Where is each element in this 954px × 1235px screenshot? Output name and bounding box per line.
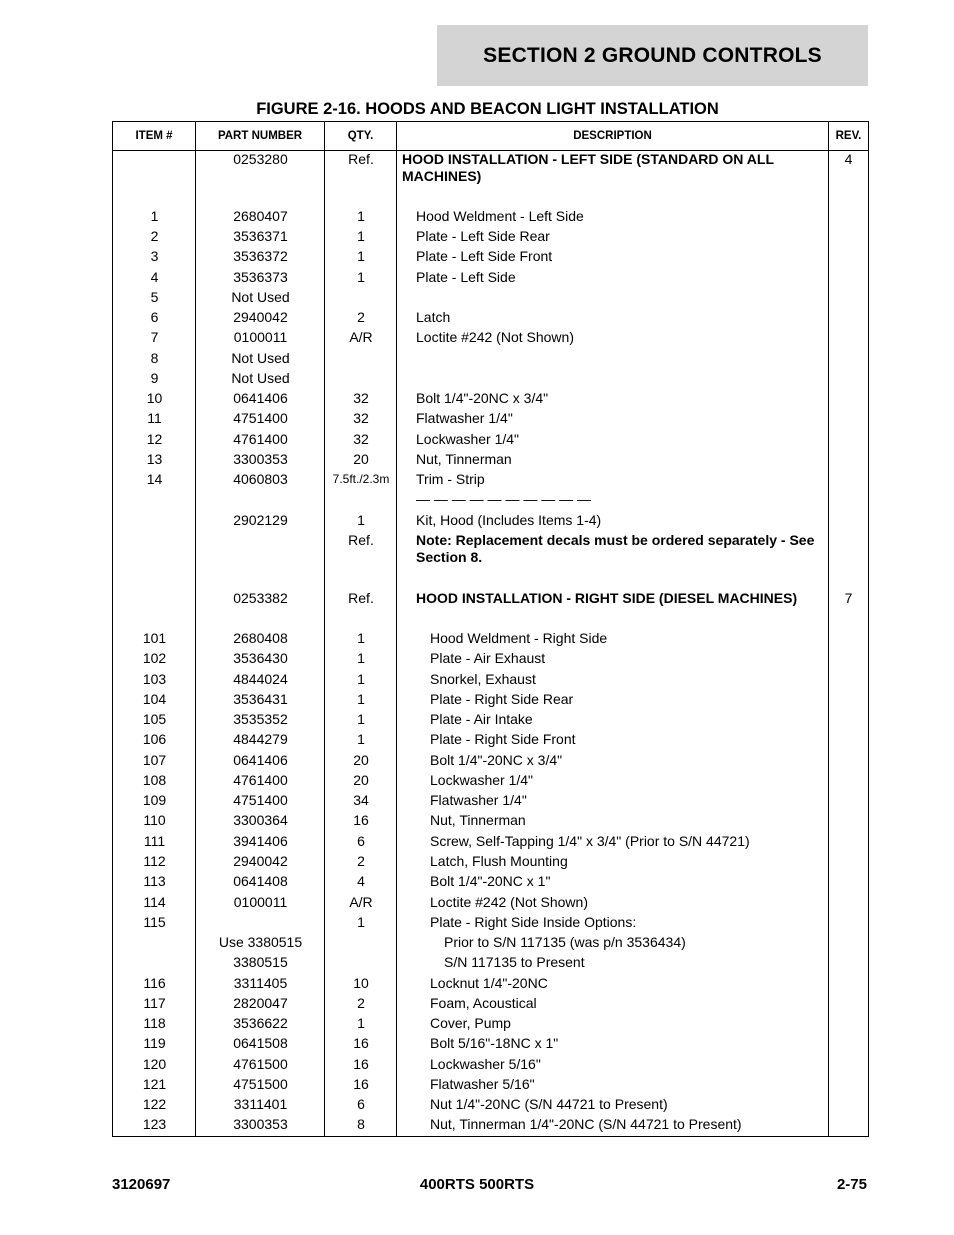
part-number-cell: 3536373 — [233, 269, 288, 285]
description-cell: Nut, Tinnerman 1/4"-20NC (S/N 44721 to Present) — [430, 1116, 742, 1132]
item-cell: 111 — [143, 833, 166, 849]
part-number-cell: 4761500 — [233, 1056, 288, 1072]
qty-cell: 1 — [357, 630, 365, 646]
rev-cell — [829, 812, 868, 829]
col-header-part-number: PART NUMBER — [196, 122, 325, 150]
part-number-cell: 0100011 — [233, 894, 288, 910]
table-header — [113, 122, 868, 151]
rev-cell — [829, 731, 868, 748]
qty-cell: 1 — [357, 512, 365, 528]
part-number-cell: 2902129 — [233, 512, 288, 528]
table-body — [113, 151, 868, 1136]
qty-cell: 1 — [357, 671, 365, 687]
table-row — [113, 1096, 868, 1113]
part-number-cell: 2680408 — [233, 630, 288, 646]
description-cell: Note: Replacement decals must be ordered separately - See Section 8. — [416, 532, 815, 565]
description-cell: Nut 1/4"-20NC (S/N 44721 to Present) — [430, 1096, 668, 1112]
part-number-cell: 0641408 — [233, 873, 288, 889]
item-cell: 3 — [150, 248, 159, 264]
part-number-cell: 2680407 — [233, 208, 288, 224]
rev-cell — [829, 1035, 868, 1052]
item-cell: 120 — [142, 1056, 167, 1072]
item-cell: 12 — [146, 431, 163, 447]
rev-cell — [829, 995, 868, 1012]
description-cell: Cover, Pump — [430, 1015, 511, 1031]
table-row — [113, 975, 868, 992]
item-cell: 2 — [150, 228, 159, 244]
table-row — [113, 853, 868, 870]
qty-cell — [325, 934, 397, 951]
item-cell: 119 — [143, 1035, 166, 1051]
description-cell: Nut, Tinnerman — [430, 812, 526, 828]
part-number-cell: 0641406 — [233, 390, 288, 406]
part-number-cell: 4844024 — [233, 671, 288, 687]
figure-title: FIGURE 2-16. HOODS AND BEACON LIGHT INSTALLATION — [256, 100, 719, 118]
table-row — [113, 873, 868, 890]
part-number-cell: Not Used — [231, 289, 290, 305]
qty-cell: A/R — [349, 894, 373, 910]
rev-cell — [829, 1096, 868, 1113]
description-cell: Locknut 1/4"-20NC — [430, 975, 548, 991]
qty-cell: 20 — [353, 772, 369, 788]
section-header — [437, 25, 868, 86]
description-cell: Bolt 1/4"-20NC x 1" — [430, 873, 551, 889]
part-number-cell: 3300353 — [233, 1116, 288, 1132]
table-row — [113, 731, 868, 748]
rev-cell — [829, 853, 868, 870]
item-cell: 7 — [150, 329, 159, 345]
item-cell: 1 — [150, 208, 159, 224]
table-row — [113, 812, 868, 829]
table-row — [113, 590, 868, 607]
rev-cell — [829, 491, 868, 508]
rev-cell — [829, 873, 868, 890]
rev-cell — [829, 1076, 868, 1093]
rev-cell — [829, 914, 868, 931]
rev-cell — [829, 269, 868, 286]
item-cell: 112 — [143, 853, 166, 869]
qty-cell — [325, 370, 397, 387]
table-row — [113, 711, 868, 728]
part-number-cell: 0100011 — [233, 329, 288, 345]
item-cell — [113, 934, 196, 951]
item-cell: 109 — [142, 792, 167, 808]
rev-cell — [829, 752, 868, 769]
table-row — [113, 671, 868, 688]
description-cell: Plate - Left Side Rear — [416, 228, 550, 244]
rev-cell — [829, 329, 868, 346]
qty-cell — [325, 289, 397, 306]
description-cell: Foam, Acoustical — [430, 995, 537, 1011]
table-row — [113, 228, 868, 245]
rev-cell — [829, 208, 868, 225]
table-row — [113, 370, 868, 387]
description-cell — [397, 370, 829, 387]
part-number-cell: 4844279 — [233, 731, 288, 747]
description-cell: Plate - Right Side Inside Options: — [430, 914, 637, 930]
item-cell — [113, 532, 196, 566]
rev-cell — [829, 671, 868, 688]
rev-cell — [829, 894, 868, 911]
description-cell: Plate - Right Side Rear — [430, 691, 574, 707]
qty-cell: 2 — [357, 995, 365, 1011]
rev-cell — [829, 772, 868, 789]
description-cell: Flatwasher 1/4" — [430, 792, 527, 808]
part-number-cell: 4060803 — [233, 471, 288, 487]
item-cell: 113 — [143, 873, 166, 889]
item-cell — [113, 151, 196, 185]
qty-cell: 1 — [357, 228, 365, 244]
table-row — [113, 1015, 868, 1032]
item-cell — [113, 512, 196, 529]
table-row — [113, 833, 868, 850]
qty-cell — [325, 954, 397, 971]
item-cell: 116 — [143, 975, 166, 991]
description-cell: — — — — — — — — — — — [416, 491, 592, 507]
part-number-cell: 2820047 — [233, 995, 288, 1011]
qty-cell: 1 — [357, 650, 365, 666]
item-cell — [113, 954, 196, 971]
table-row — [113, 410, 868, 427]
part-number-cell: Not Used — [231, 370, 290, 386]
qty-cell: 2 — [357, 853, 365, 869]
item-cell: 13 — [146, 451, 163, 467]
rev-cell — [829, 451, 868, 468]
item-cell: 110 — [143, 812, 166, 828]
description-cell: Bolt 1/4"-20NC x 3/4" — [430, 752, 563, 768]
rev-cell — [829, 431, 868, 448]
part-number-cell: 3300364 — [233, 812, 288, 828]
item-cell: 104 — [142, 691, 167, 707]
part-number-cell: 2940042 — [233, 853, 288, 869]
rev-cell — [829, 390, 868, 407]
section-title: SECTION 2 GROUND CONTROLS — [483, 43, 822, 67]
description-cell: Hood Weldment - Right Side — [430, 630, 608, 646]
item-cell: 121 — [142, 1076, 167, 1092]
rev-cell — [829, 471, 868, 488]
description-cell — [397, 289, 829, 306]
rev-cell — [829, 370, 868, 387]
item-cell: 123 — [142, 1116, 167, 1132]
rev-cell — [829, 630, 868, 647]
qty-cell: 1 — [357, 914, 365, 930]
description-cell: Latch — [416, 309, 451, 325]
item-cell: 5 — [150, 289, 159, 305]
description-cell: Flatwasher 5/16" — [430, 1076, 535, 1092]
table-row — [113, 1056, 868, 1073]
rev-cell — [829, 410, 868, 427]
part-number-cell: 0253280 — [233, 151, 288, 167]
description-cell: Plate - Left Side Front — [416, 248, 553, 264]
table-row — [113, 491, 868, 508]
table-row — [113, 151, 868, 185]
rev-cell — [829, 711, 868, 728]
part-number-cell: 3300353 — [233, 451, 288, 467]
qty-cell: 10 — [353, 975, 369, 991]
item-cell: 10 — [146, 390, 163, 406]
rev-cell — [829, 228, 868, 245]
description-cell: Hood Weldment - Left Side — [416, 208, 584, 224]
table-row — [113, 512, 868, 529]
qty-cell: 6 — [357, 1096, 365, 1112]
footer-doc-number: 3120697 — [112, 1176, 171, 1193]
part-number-cell: 3536371 — [233, 228, 288, 244]
description-cell: Screw, Self-Tapping 1/4" x 3/4" (Prior to S/N 44721) — [430, 833, 750, 849]
description-cell: Plate - Left Side — [416, 269, 516, 285]
qty-cell: 32 — [353, 410, 369, 426]
rev-cell: 4 — [844, 151, 853, 167]
item-cell: 103 — [142, 671, 167, 687]
table-row — [113, 934, 868, 951]
qty-cell: 1 — [357, 208, 365, 224]
description-cell: Prior to S/N 117135 (was p/n 3536434) — [444, 934, 686, 950]
qty-cell: 20 — [353, 451, 369, 467]
part-number-cell: Use 3380515 — [218, 934, 303, 950]
qty-cell: 1 — [357, 248, 365, 264]
qty-cell: 1 — [357, 731, 365, 747]
part-number-cell: 4761400 — [233, 431, 288, 447]
part-number-cell: 3311401 — [233, 1096, 288, 1112]
table-row — [113, 451, 868, 468]
table-row — [113, 894, 868, 911]
table-row — [113, 752, 868, 769]
part-number-cell: 4751400 — [233, 792, 288, 808]
item-cell: 117 — [143, 995, 166, 1011]
qty-cell: 34 — [353, 792, 369, 808]
qty-cell: 1 — [357, 711, 365, 727]
table-row — [113, 289, 868, 306]
qty-cell — [325, 491, 397, 508]
qty-cell: 1 — [357, 1015, 365, 1031]
qty-cell: 4 — [357, 873, 365, 889]
item-cell: 115 — [143, 914, 166, 930]
item-cell: 6 — [150, 309, 159, 325]
rev-cell — [829, 1015, 868, 1032]
part-number-cell: 2940042 — [233, 309, 288, 325]
description-cell: Lockwasher 1/4" — [416, 431, 520, 447]
table-row — [113, 691, 868, 708]
part-number-cell: 4751500 — [233, 1076, 288, 1092]
item-cell: 108 — [142, 772, 167, 788]
qty-cell: 8 — [357, 1116, 365, 1132]
rev-cell — [829, 691, 868, 708]
table-row — [113, 1116, 868, 1133]
qty-cell: 16 — [353, 1076, 369, 1092]
part-number-cell: 3941406 — [233, 833, 288, 849]
part-number-cell: 3311405 — [233, 975, 288, 991]
item-cell: 102 — [142, 650, 167, 666]
table-row — [113, 350, 868, 367]
description-cell: Loctite #242 (Not Shown) — [416, 329, 574, 345]
col-header-rev: REV. — [835, 130, 862, 142]
description-cell: Plate - Right Side Front — [430, 731, 576, 747]
rev-cell — [829, 1116, 868, 1133]
footer-models: 400RTS 500RTS — [419, 1176, 535, 1193]
table-row — [113, 954, 868, 971]
item-cell: 14 — [146, 471, 163, 487]
part-number-cell: 3536430 — [233, 650, 288, 666]
description-cell: Kit, Hood (Includes Items 1-4) — [416, 512, 602, 528]
item-cell — [113, 491, 196, 508]
item-cell: 114 — [143, 894, 166, 910]
rev-cell — [829, 954, 868, 971]
qty-cell: Ref. — [348, 532, 374, 548]
part-number-cell: 3536372 — [233, 248, 288, 264]
part-number-cell: 4761400 — [233, 772, 288, 788]
description-cell: Flatwasher 1/4" — [416, 410, 513, 426]
qty-cell: 20 — [353, 752, 369, 768]
rev-cell — [829, 248, 868, 265]
description-cell: Bolt 1/4"-20NC x 3/4" — [416, 390, 549, 406]
table-row — [113, 431, 868, 448]
rev-cell — [829, 532, 868, 566]
description-cell: Plate - Air Intake — [430, 711, 533, 727]
description-cell: Latch, Flush Mounting — [430, 853, 568, 869]
footer-page-number: 2-75 — [836, 1176, 867, 1193]
qty-cell: 32 — [353, 431, 369, 447]
item-cell: 107 — [142, 752, 167, 768]
parts-table — [112, 121, 869, 1137]
description-cell — [397, 350, 829, 367]
rev-cell — [829, 975, 868, 992]
qty-cell: 6 — [357, 833, 365, 849]
qty-cell: 1 — [357, 691, 365, 707]
item-cell: 118 — [143, 1015, 166, 1031]
table-row — [113, 269, 868, 286]
rev-cell — [829, 833, 868, 850]
part-number-cell: 0253382 — [233, 590, 288, 606]
item-cell: 101 — [142, 630, 167, 646]
table-row — [113, 309, 868, 326]
col-header-item: ITEM # — [113, 122, 196, 150]
item-cell: 122 — [142, 1096, 167, 1112]
rev-cell — [829, 512, 868, 529]
table-row — [113, 471, 868, 488]
item-cell: 8 — [150, 350, 159, 366]
part-number-cell: 4751400 — [233, 410, 288, 426]
table-row — [113, 208, 868, 225]
description-cell: Snorkel, Exhaust — [430, 671, 536, 687]
rev-cell — [829, 792, 868, 809]
table-row — [113, 1076, 868, 1093]
description-cell: HOOD INSTALLATION - RIGHT SIDE (DIESEL MACHINES) — [416, 590, 798, 606]
qty-cell: 7.5ft./2.3m — [332, 472, 390, 486]
table-row — [113, 248, 868, 265]
qty-cell: Ref. — [348, 151, 374, 167]
description-cell: HOOD INSTALLATION - LEFT SIDE (STANDARD ON ALL MACHINES) — [402, 151, 774, 184]
description-cell: Plate - Air Exhaust — [430, 650, 546, 666]
qty-cell: 32 — [353, 390, 369, 406]
table-row — [113, 792, 868, 809]
description-cell: Bolt 5/16"-18NC x 1" — [430, 1035, 559, 1051]
rev-cell — [829, 350, 868, 367]
rev-cell — [829, 1056, 868, 1073]
rev-cell — [829, 309, 868, 326]
qty-cell: 2 — [357, 309, 365, 325]
part-number-cell: 3535352 — [233, 711, 288, 727]
description-cell: Lockwasher 5/16" — [430, 1056, 541, 1072]
description-cell: Nut, Tinnerman — [416, 451, 512, 467]
rev-cell — [829, 650, 868, 667]
part-number-cell: Not Used — [231, 350, 290, 366]
table-row — [113, 650, 868, 667]
qty-cell: A/R — [349, 329, 373, 345]
table-row — [113, 772, 868, 789]
rev-cell — [829, 934, 868, 951]
table-row — [113, 630, 868, 647]
part-number-cell: 0641508 — [233, 1035, 288, 1051]
rev-cell: 7 — [844, 590, 853, 606]
qty-cell — [325, 350, 397, 367]
description-cell: Lockwasher 1/4" — [430, 772, 534, 788]
description-cell: S/N 117135 to Present — [444, 954, 585, 970]
item-cell — [113, 590, 196, 607]
table-row — [113, 995, 868, 1012]
table-row — [113, 532, 868, 566]
qty-cell: Ref. — [348, 590, 374, 606]
item-cell: 11 — [147, 410, 162, 426]
table-row — [113, 914, 868, 931]
table-row — [113, 329, 868, 346]
qty-cell: 1 — [357, 269, 365, 285]
part-number-cell: 3536622 — [233, 1015, 288, 1031]
item-cell: 106 — [142, 731, 167, 747]
item-cell: 9 — [150, 370, 159, 386]
part-number-cell: 0641406 — [233, 752, 288, 768]
part-number-cell — [196, 532, 325, 566]
col-header-description: DESCRIPTION — [397, 122, 829, 150]
part-number-cell: 3380515 — [233, 954, 288, 970]
description-cell: Trim - Strip — [416, 471, 485, 487]
qty-cell: 16 — [353, 1056, 369, 1072]
table-row — [113, 390, 868, 407]
description-cell: Loctite #242 (Not Shown) — [430, 894, 588, 910]
part-number-cell: 3536431 — [233, 691, 288, 707]
item-cell: 4 — [150, 269, 159, 285]
qty-cell: 16 — [353, 1035, 369, 1051]
part-number-cell — [196, 491, 325, 508]
part-number-cell — [196, 914, 325, 931]
table-row — [113, 1035, 868, 1052]
item-cell: 105 — [142, 711, 167, 727]
rev-cell — [829, 289, 868, 306]
qty-cell: 16 — [353, 812, 369, 828]
col-header-qty: QTY. — [325, 122, 397, 150]
